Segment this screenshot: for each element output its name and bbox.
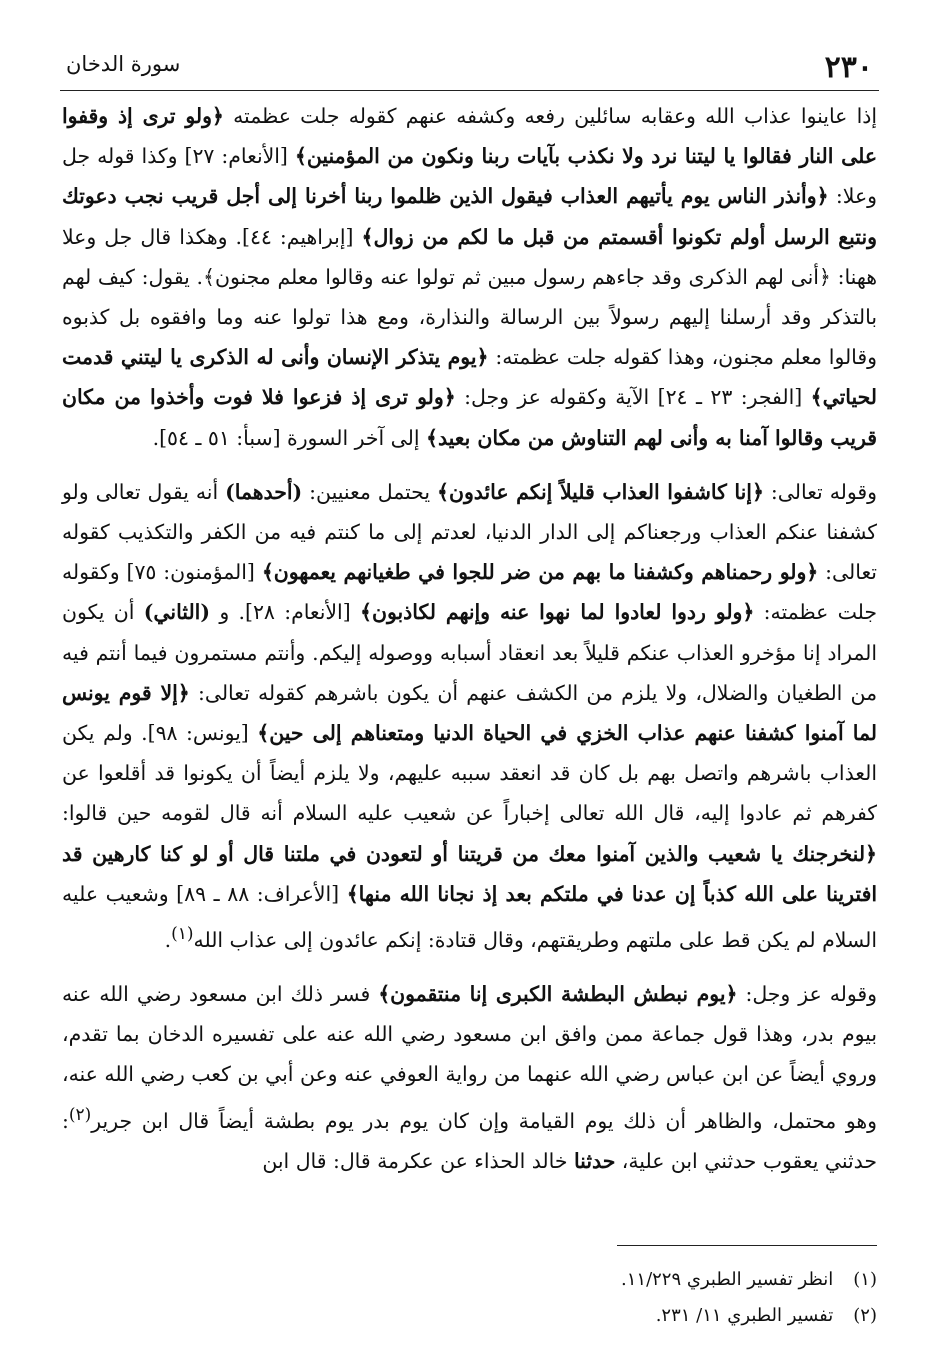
quran-verse: ﴿ولو ردوا لعادوا لما نهوا عنه وإنهم لكاذبون﴾ xyxy=(360,600,755,625)
quran-verse: ﴿ولو ترى إذ فزعوا فلا فوت وأخذوا من مكان قريب وقالوا آمنا به وأنى لهم التناوش من مكان بعيد﴾ xyxy=(62,385,877,450)
running-title: سورة الدخان xyxy=(66,52,181,76)
footnote-2 xyxy=(62,1298,877,1334)
quran-verse: (الثاني) xyxy=(143,600,210,625)
paragraph-2 xyxy=(62,472,877,960)
text-run: [إبراهيم: ٤٤]. وهكذا قال جل وعلا ههنا: ﴿أنى لهم الذكرى وقد جاءهم رسول مبين ثم تولوا عنه وقالوا معلم مجنون﴾. يقول: كيف لهم بالتذكر وقد أرسلنا إليهم رسولاً بين الرسالة والنذارة، ومع هذا تولوا عنه وما وافقوه بل كذبوه وقالوا معلم مجنون، وهذا كقوله جلت عظمته: xyxy=(62,224,877,370)
text-run: وقوله تعالى: xyxy=(763,479,877,504)
page-number: ٢٣٠ xyxy=(824,50,873,85)
footnote-ref: (٢) xyxy=(68,1104,92,1125)
quran-verse: ﴿لنخرجنك يا شعيب والذين آمنوا معك من قريتنا أو لتعودن في ملتنا قال أو لو كنا كارهين قد افترينا على الله كذباً إن عدنا في ملتكم بعد إذ نجانا الله منها﴾ xyxy=(62,841,878,906)
text-run: إلى آخر السورة [سبأ: ٥١ ـ ٥٤]. xyxy=(152,425,426,450)
quran-verse: ﴿يوم نبطش البطشة الكبرى إنا منتقمون﴾ xyxy=(378,982,738,1007)
text-run: : حدثني يعقوب حدثني ابن علية، xyxy=(62,1108,877,1173)
text-run: [المؤمنون: ٧٥] وكقوله جلت عظمته: xyxy=(62,560,878,625)
page-header xyxy=(60,38,879,88)
footnote-ref: (١) xyxy=(171,924,194,945)
header-divider xyxy=(60,90,879,91)
paragraph-1 xyxy=(62,96,877,458)
footnotes xyxy=(62,1262,877,1334)
quran-verse: ﴿ولو ترى إذ وقفوا على النار فقالوا يا ليتنا نرد ولا نكذب بآيات ربنا ونكون من المؤمنين﴾ xyxy=(62,104,877,169)
footnote-number: (٢) xyxy=(853,1305,877,1326)
text-run: أنه يقول تعالى ولو كشفنا عنكم العذاب ورجعناكم إلى الدار الدنيا، لعدتم إلى ما كنتم فيه من الكفر والتكذيب كقوله تعالى: xyxy=(62,479,877,585)
text-run: [الفجر: ٢٣ ـ ٢٤] الآية وكقوله عز وجل: xyxy=(455,385,811,410)
text-run: [يونس: ٩٨]. ولم يكن العذاب باشرهم واتصل بهم بل كان قد انعقد سببه عليهم، ولا يلزم أيضاً أن يكونوا قد أقلعوا عن كفرهم ثم عادوا إليه، قال الله تعالى إخباراً عن شعيب عليه السلام أنه قال لقومه حين قالوا: xyxy=(62,721,877,826)
text-run: يحتمل معنيين: xyxy=(302,479,438,504)
footnote-divider xyxy=(617,1245,877,1246)
footnote-text: انظر تفسير الطبري ١١/٢٢٩. xyxy=(621,1269,834,1290)
text-run: [الأنعام: ٢٧] وكذا قوله جل وعلا: xyxy=(62,144,877,209)
footnote-1 xyxy=(62,1262,877,1298)
text-run: فسر ذلك ابن مسعود رضي الله عنه بيوم بدر، وهذا قول جماعة ممن وافق ابن مسعود رضي الله عنه على تفسيره الدخان بما تقدم، وروي أيضاً عن ابن عباس رضي الله عنهما من رواية العوفي عنه وعن أبي بن كعب رضي الله عنه، وهو محتمل، والظاهر أن ذلك يوم القيامة وإن كان يوم بدر يوم بطشة أيضاً قال ابن جرير xyxy=(62,982,877,1133)
footnote-text: تفسير الطبري ١١/ ٢٣١. xyxy=(655,1305,834,1326)
quran-verse: ﴿إنا كاشفوا العذاب قليلاً إنكم عائدون﴾ xyxy=(437,479,764,504)
quran-verse: ﴿إلا قوم يونس لما آمنوا كشفنا عنهم عذاب الخزي في الحياة الدنيا ومتعناهم إلى حين﴾ xyxy=(62,680,877,746)
text-run: [الأعراف: ٨٨ ـ ٨٩] وشعيب عليه السلام لم يكن قط على ملتهم وطريقتهم، وقال قتادة: إنكم عائدون إلى عذاب الله xyxy=(62,881,877,952)
quran-verse: ﴿يوم يتذكر الإنسان وأنى له الذكرى يا ليتني قدمت لحياتي﴾ xyxy=(62,345,878,410)
text-run: إذا عاينوا عذاب الله وعقابه سائلين رفعه وكشفه عنهم كقوله جلت عظمته xyxy=(223,104,877,128)
quran-verse: (أحدهما) xyxy=(225,479,303,504)
quran-verse: حدثنا xyxy=(573,1148,616,1173)
text-run: . xyxy=(164,927,172,952)
paragraph-3 xyxy=(62,974,877,1181)
text-run: وقوله عز وجل: xyxy=(737,982,877,1007)
quran-verse: ﴿ولو رحمناهم وكشفنا ما بهم من ضر للجوا في طغيانهم يعمهون﴾ xyxy=(261,560,819,585)
quran-verse: ﴿وأنذر الناس يوم يأتيهم العذاب فيقول الذين ظلموا ربنا أخرنا إلى أجل قريب نجب دعوتك ونتبع الرسل أولم تكونوا أقسمتم من قبل ما لكم من زوال﴾ xyxy=(62,184,877,249)
text-run: أن يكون المراد إنا مؤخرو العذاب عنكم قليلاً بعد انعقاد أسبابه ووصوله إليكم. وأنتم مستمرون فيما أنتم فيه من الطغيان والضلال، ولا يلزم من الكشف عنهم أن يكون باشرهم كقوله تعالى: xyxy=(62,600,877,705)
body-text xyxy=(62,96,877,1181)
text-run: [الأنعام: ٢٨]. و xyxy=(209,600,361,625)
footnote-number: (١) xyxy=(853,1269,877,1290)
text-run: خالد الحذاء عن عكرمة قال: قال ابن xyxy=(262,1148,574,1173)
